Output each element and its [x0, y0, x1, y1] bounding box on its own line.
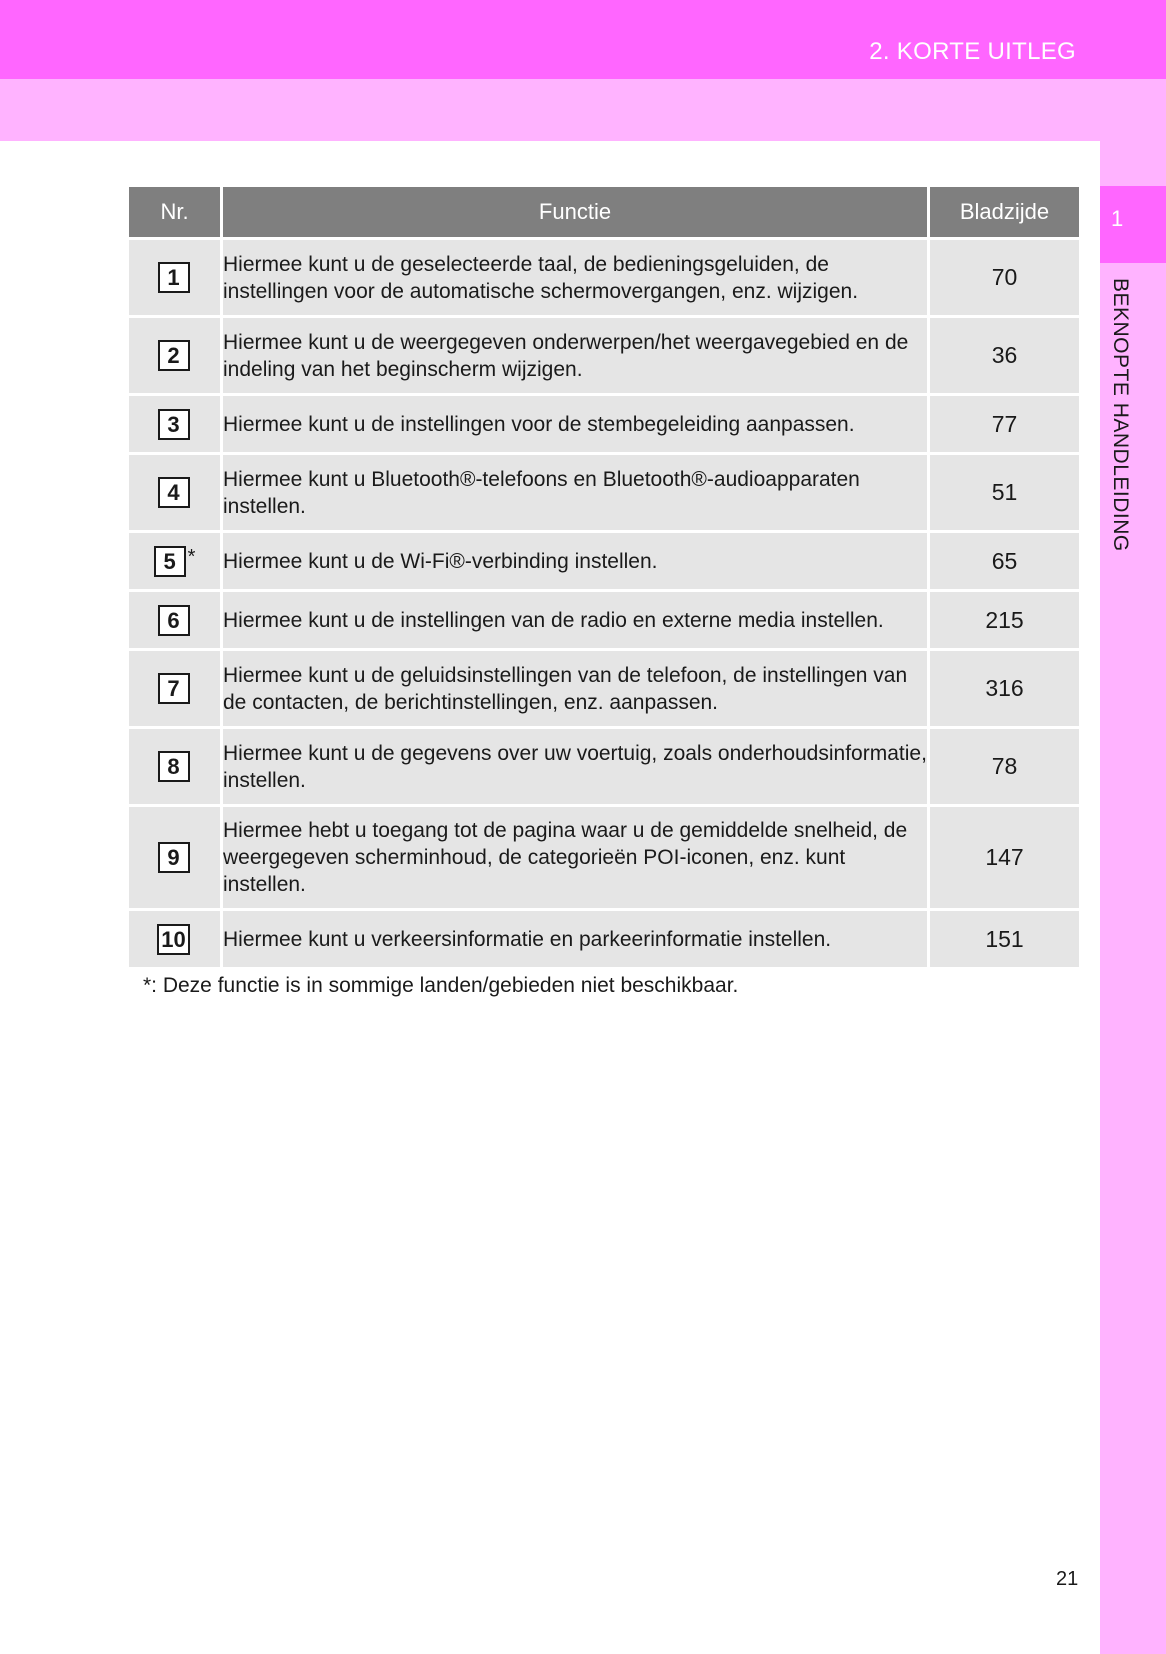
function-description: Hiermee kunt u de instellingen van de radio en externe media instellen.: [222, 591, 929, 650]
page-reference[interactable]: 51: [929, 454, 1081, 532]
page-reference[interactable]: 77: [929, 395, 1081, 454]
table-row: [128, 395, 1081, 454]
section-title: 2. KORTE UITLEG: [869, 38, 1076, 65]
page-reference[interactable]: 65: [929, 532, 1081, 591]
chapter-number: 1: [1111, 206, 1124, 231]
function-description: Hiermee kunt u de gegevens over uw voertuig, zoals onderhoudsinformatie, instellen.: [222, 728, 929, 806]
table-row: [128, 591, 1081, 650]
function-description: Hiermee kunt u de geluidsinstellingen van de telefoon, de instellingen van de contacten, de berichtinstellingen, enz. aanpassen.: [222, 650, 929, 728]
row-number-cell: [128, 806, 222, 910]
item-number-badge: 3: [158, 409, 190, 440]
function-description: Hiermee kunt u de Wi-Fi®-verbinding instellen.: [222, 532, 929, 591]
item-number-badge: 4: [158, 477, 190, 508]
table-row: [128, 532, 1081, 591]
page-reference[interactable]: 36: [929, 317, 1081, 395]
row-number-cell: [128, 591, 222, 650]
page-reference[interactable]: 147: [929, 806, 1081, 910]
function-description: Hiermee kunt u de geselecteerde taal, de bedieningsgeluiden, de instellingen voor de automatische schermovergangen, enz. wijzigen.: [222, 239, 929, 317]
item-number-badge: 5: [154, 546, 186, 577]
table-row: [128, 910, 1081, 969]
row-number-cell: [128, 728, 222, 806]
table-row: [128, 317, 1081, 395]
page-reference[interactable]: 78: [929, 728, 1081, 806]
function-description: Hiermee kunt u Bluetooth®-telefoons en Bluetooth®-audioapparaten instellen.: [222, 454, 929, 532]
footnote: *: Deze functie is in sommige landen/gebieden niet beschikbaar.: [143, 974, 739, 997]
page-reference[interactable]: 316: [929, 650, 1081, 728]
row-number-cell: [128, 395, 222, 454]
item-number-badge: 9: [158, 842, 190, 873]
item-number-badge: 6: [158, 605, 190, 636]
row-number-cell: [128, 650, 222, 728]
item-number-badge: 8: [158, 751, 190, 782]
page-reference[interactable]: 151: [929, 910, 1081, 969]
function-description: Hiermee kunt u de weergegeven onderwerpen/het weergavegebied en de indeling van het beginscherm wijzigen.: [222, 317, 929, 395]
item-number-badge: 2: [158, 340, 190, 371]
row-number-cell: [128, 454, 222, 532]
page-number: 21: [1056, 1568, 1079, 1590]
table-row: [128, 728, 1081, 806]
function-description: Hiermee kunt u de instellingen voor de stembegeleiding aanpassen.: [222, 395, 929, 454]
item-number-badge: 7: [158, 673, 190, 704]
row-number-cell: [128, 910, 222, 969]
function-description: Hiermee hebt u toegang tot de pagina waar u de gemiddelde snelheid, de weergegeven scherminhoud, de categorieën POI-iconen, enz. kunt instellen.: [222, 806, 929, 910]
column-header-function: Functie: [222, 186, 929, 239]
column-header-page: Bladzijde: [929, 186, 1081, 239]
item-number-badge: 10: [157, 924, 189, 955]
chapter-tab[interactable]: [1100, 186, 1166, 263]
function-table: [126, 184, 1082, 970]
row-number-cell: [128, 239, 222, 317]
header-subband: [0, 79, 1166, 141]
table-header-row: [128, 186, 1081, 239]
table-row: [128, 239, 1081, 317]
page-reference[interactable]: 215: [929, 591, 1081, 650]
function-description: Hiermee kunt u verkeersinformatie en parkeerinformatie instellen.: [222, 910, 929, 969]
table-row: [128, 806, 1081, 910]
availability-asterisk: *: [187, 545, 196, 568]
column-header-nr: Nr.: [128, 186, 222, 239]
row-number-cell: [128, 532, 222, 591]
page-reference[interactable]: 70: [929, 239, 1081, 317]
chapter-label: BEKNOPTE HANDLEIDING: [1109, 278, 1132, 552]
row-number-cell: [128, 317, 222, 395]
table-row: [128, 650, 1081, 728]
item-number-badge: 1: [158, 262, 190, 293]
table-row: [128, 454, 1081, 532]
